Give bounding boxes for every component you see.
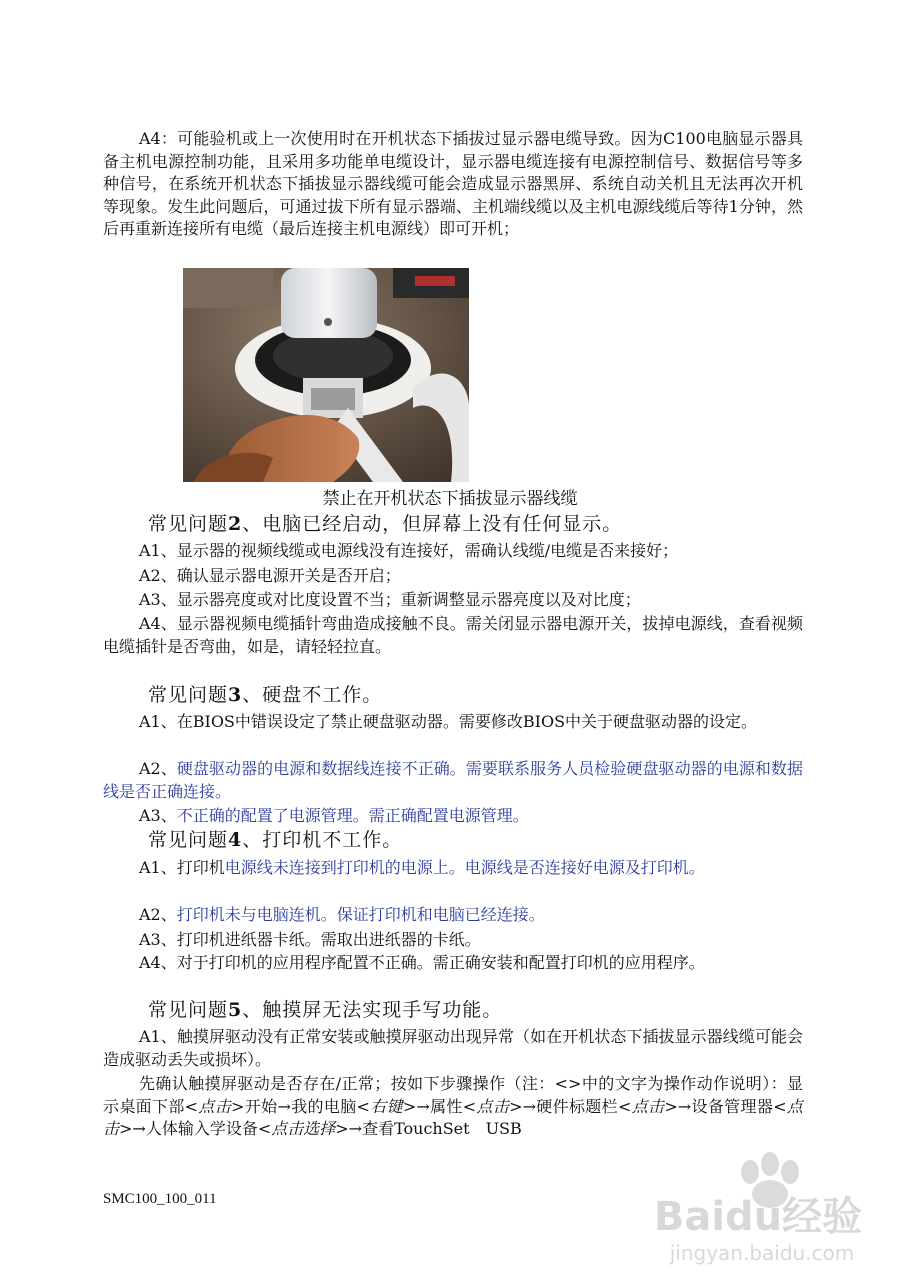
q5-steps: 先确认触摸屏驱动是否存在/正常；按如下步骤操作（注：<>中的文字为操作动作说明）：显示桌面下部<点击>开始→我的电脑<右键>→属性<点击>→硬件标题栏<点击>→设备管理器<点击>→人体输入学设备<点击选择>→查看TouchSet USB — [103, 1074, 803, 1138]
paw-logo-icon — [640, 1150, 880, 1270]
baidu-jingyan-watermark — [640, 1150, 880, 1270]
figure-photo — [183, 268, 469, 482]
figure-caption: 禁止在开机状态下插拔显示器线缆 — [322, 489, 578, 509]
q2-heading: 常见问题2、电脑已经启动，但屏幕上没有任何显示。 — [148, 513, 623, 535]
q2-answer-a2: A2、确认显示器电源开关是否开启； — [139, 566, 401, 585]
q4-answer-a3: A3、打印机进纸器卡纸。需取出进纸器的卡纸。 — [139, 930, 481, 949]
document-code: SMC100_100_011 — [103, 1191, 217, 1207]
q1-answer-a4: A4：可能验机或上一次使用时在开机状态下插拔过显示器电缆导致。因为C100电脑显示器具备主机电源控制功能，且采用多功能单电缆设计，显示器电缆连接有电源控制信号、数据信号等多种信号，在系统开机状态下插拔显示器线缆可能会造成显示器黑屏、系统自动关机且无法再次开机等现象。发生此问题后，可通过拔下所有显示器端、主机端线缆以及主机电源线缆后等待1分钟，然后再重新连接所有电缆（最后连接主机电源线）即可开机； — [103, 129, 803, 238]
q2-answer-a4: A4、显示器视频电缆插针弯曲造成接触不良。需关闭显示器电源开关，拔掉电源线，查看视频电缆插针是否弯曲，如是，请轻轻拉直。 — [103, 614, 803, 656]
q5-answer-a1: A1、触摸屏驱动没有正常安装或触摸屏驱动出现异常（如在开机状态下插拔显示器线缆可能会造成驱动丢失或损坏）。 — [103, 1027, 803, 1069]
monitor-base-photo — [183, 268, 469, 482]
q4-answer-a2: A2、打印机未与电脑连机。保证打印机和电脑已经连接。 — [139, 905, 545, 924]
q4-heading: 常见问题4、打印机不工作。 — [148, 829, 403, 851]
q3-heading: 常见问题3、硬盘不工作。 — [148, 684, 383, 706]
q3-answer-a2: A2、硬盘驱动器的电源和数据线连接不正确。需要联系服务人员检验硬盘驱动器的电源和数据线是否正确连接。 — [103, 759, 803, 801]
q5-heading: 常见问题5、触摸屏无法实现手写功能。 — [148, 999, 503, 1021]
q2-answer-a3: A3、显示器亮度或对比度设置不当；重新调整显示器亮度以及对比度； — [139, 590, 641, 609]
q3-answer-a1: A1、在BIOS中错误设定了禁止硬盘驱动器。需要修改BIOS中关于硬盘驱动器的设定。 — [139, 712, 758, 731]
q4-answer-a1: A1、打印机电源线未连接到打印机的电源上。电源线是否连接好电源及打印机。 — [139, 858, 705, 877]
watermark-brand: Baidu经验 — [653, 1194, 863, 1240]
q4-answer-a4: A4、对于打印机的应用程序配置不正确。需正确安装和配置打印机的应用程序。 — [139, 953, 705, 972]
q2-answer-a1: A1、显示器的视频线缆或电源线没有连接好，需确认线缆/电缆是否来接好； — [139, 541, 679, 560]
watermark-url: jingyan.baidu.com — [669, 1241, 855, 1265]
q3-answer-a3: A3、不正确的配置了电源管理。需正确配置电源管理。 — [139, 806, 529, 825]
